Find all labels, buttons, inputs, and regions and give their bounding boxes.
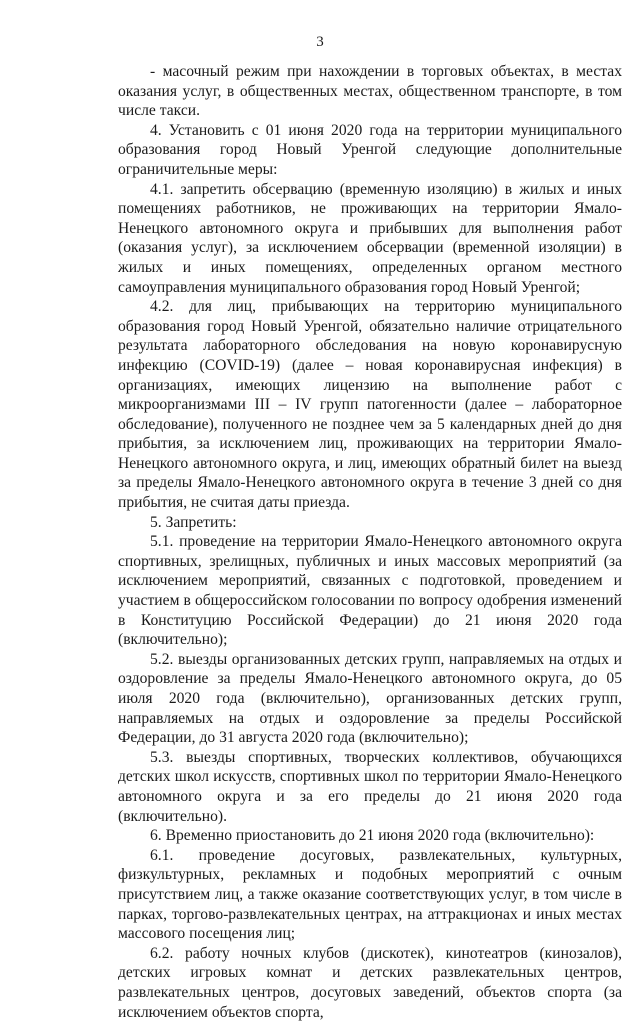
paragraph-section-4-2: 4.2. для лиц, прибывающих на территорию муниципального образования город Новый Уренгой, обязательно наличие отрицательного результата лабораторного обследования на новую коронавирусную инфекцию (COVID-19) (далее – новая коронавирусная инфекция) в организациях, имеющих лицензию на выполнение работ с микроорганизмами III – IV групп патогенности (далее – лабораторное обследование), полученного не позднее чем за 5 календарных дней до дня прибытия, за исключением лиц, проживающих на территории Ямало-Ненецкого автономного округа, и лиц, имеющих обратный билет на выезд за пределы Ямало-Ненецкого автономного округа в течение 3 дней со дня прибытия, не считая даты приезда.: [118, 298, 622, 512]
paragraph-section-5-1: 5.1. проведение на территории Ямало-Ненецкого автономного округа спортивных, зрелищных, публичных и иных массовых мероприятий (за исключением мероприятий, связанных с подготовкой, проведением и участием в общероссийском голосовании по вопросу одобрения изменений в Конституцию Российской Федерации) до 21 июня 2020 года (включительно);: [118, 533, 622, 649]
paragraph-section-6: 6. Временно приостановить до 21 июня 2020 года (включительно):: [150, 827, 595, 845]
paragraph-section-5-2: 5.2. выезды организованных детских групп, направляемых на отдых и оздоровление за пределы Ямало-Ненецкого автономного округа, до 05 июля 2020 года (включительно), организованных детских групп, направляемых на отдых и оздоровление за пределы Российской Федерации, до 31 августа 2020 года (включительно);: [118, 650, 622, 747]
paragraph-section-4-1: 4.1. запретить обсервацию (временную изоляцию) в жилых и иных помещениях работников, не проживающих на территории Ямало-Ненецкого автономного округа и прибывших для выполнения работ (оказания услуг), за исключением обсервации (временной изоляции) в жилых и иных помещениях, определенных органом местного самоуправления муниципального образования город Новый Уренгой;: [118, 180, 622, 296]
paragraph-section-5: 5. Запретить:: [150, 513, 237, 531]
paragraph-section-6-1: 6.1. проведение досуговых, развлекательных, культурных, физкультурных, рекламных и подобных мероприятий с очным присутствием лиц, а также оказание соответствующих услуг, в том числе в парках, торгово-развлекательных центрах, на аттракционах и иных местах массового посещения лиц;: [118, 846, 622, 943]
paragraph-section-5-3: 5.3. выезды спортивных, творческих коллективов, обучающихся детских школ искусств, спортивных школ по территории Ямало-Ненецкого автономного округа и за его пределы до 21 июня 2020 года (включительно).: [118, 748, 622, 825]
document-body: [118, 62, 622, 1022]
page-number: 3: [316, 34, 324, 50]
paragraph-section-6-2: 6.2. работу ночных клубов (дискотек), кинотеатров (кинозалов), детских игровых комнат и детских развлекательных центров, развлекательных центров, досуговых заведений, объектов спорта (за исключением объектов спорта,: [118, 944, 622, 1021]
paragraph-mask-regime: - масочный режим при нахождении в торговых объектах, в местах оказания услуг, в общественных местах, общественном транспорте, в том числе такси.: [118, 63, 622, 120]
paragraph-section-4: 4. Установить с 01 июня 2020 года на территории муниципального образования город Новый Уренгой следующие дополнительные ограничительные меры:: [118, 121, 622, 178]
